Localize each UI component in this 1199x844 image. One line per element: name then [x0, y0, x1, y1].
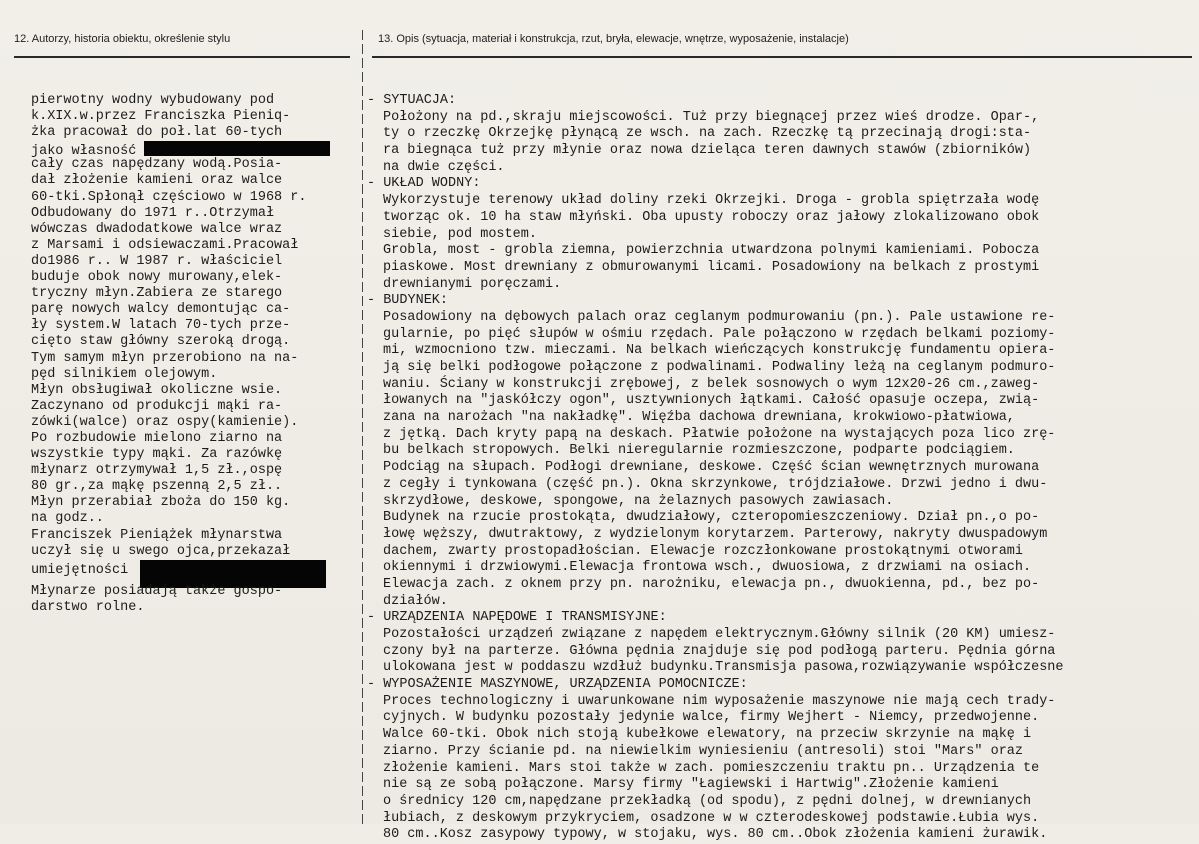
history-line-text: uczył się u swego ojca,przekazał	[31, 543, 291, 559]
section-line: łowę węższy, dwutraktowy, z wydzielonym korytarzem. Parterowy, nakryty dwuspadowym	[383, 526, 1048, 542]
history-line-text: k.XIX.w.przez Franciszka Pieniq-	[31, 109, 291, 125]
history-line	[31, 351, 361, 367]
section-line: cyjnych. W budynku pozostały jedynie walce, firmy Wejhert - Niemcy, przedwojenne.	[383, 710, 1040, 726]
history-line	[31, 93, 361, 109]
section-line: czony był na parterze. Główna pędnia znajduje się pod podłogą parteru. Pędnia górna	[383, 643, 1056, 659]
history-line-text: Zaczynano od produkcji mąki ra-	[31, 398, 283, 414]
section-line: gularnie, po pięć słupów w ośmiu rzędach. Pale połączono w rzędach belkami poziomy-	[383, 326, 1056, 342]
section-line: drewnianymi poręczami.	[383, 276, 562, 292]
redaction-bar	[144, 141, 330, 156]
section-line: działów.	[383, 593, 448, 609]
history-line	[31, 190, 361, 206]
history-line	[31, 206, 361, 222]
section-line: okiennymi i drzwiowymi.Elewacja frontowa wsch., dwuosiowa, z drzwiami na osiach.	[383, 560, 1032, 576]
column-divider	[362, 30, 363, 824]
section-title: - URZĄDZENIA NAPĘDOWE I TRANSMISYJNE:	[367, 610, 667, 626]
header-rule-right	[372, 56, 1192, 58]
section-line: Posadowiony na dębowych palach oraz ceglanym podmurowaniu (pn.). Pale ustawione re-	[383, 309, 1056, 325]
section-line: nie są ze sobą połączone. Marsy firmy "Łagiewski i Hartwig".Złożenie kamieni	[383, 777, 999, 793]
section-line: piaskowe. Most drewniany z obmurowanymi licami. Posadowiony na belkach z prostymi	[383, 259, 1040, 275]
history-line	[31, 286, 361, 302]
history-line-text: na godz..	[31, 511, 104, 527]
history-line-text: umiejętności	[31, 562, 129, 578]
section-line: łubiach, z deskowym przykryciem, osadzone w w czterodeskowej podstawie.Łubia wys.	[383, 810, 1040, 826]
history-line-text: Tym samym młyn przerobiono na na-	[31, 350, 299, 366]
section-line: waniu. Ściany w konstrukcji zrębowej, z belek sosnowych o wym 12x20-26 cm.,zaweg-	[383, 376, 1040, 392]
history-line-text: pęd silnikiem olejowym.	[31, 366, 218, 382]
history-line	[31, 415, 361, 431]
history-line-text: cięto staw główny szeroką drogą.	[31, 334, 291, 350]
history-line-text: młynarz otrzymywał 1,5 zł.,ospę	[31, 463, 283, 479]
history-line	[31, 334, 361, 350]
section-title: - BUDYNEK:	[367, 293, 449, 309]
history-line-text: z Marsami i odsiewaczami.Pracował	[31, 237, 299, 253]
section-line: bu belkach stropowych. Belki nieregularnie rozmieszczone, podparte podciągiem.	[383, 443, 1015, 459]
history-line	[31, 367, 361, 383]
section-line: zana na narożach "na nakładkę". Więźba dachowa drewniana, krokwiowo-płatwiowa,	[383, 410, 1015, 426]
section-line: ulokowana jest w poddaszu wzdłuż budynku.Transmisja pasowa,rozwiązywanie współczesne	[383, 660, 1064, 676]
history-line-text: 80 gr.,za mąkę pszenną 2,5 zł..	[31, 479, 283, 495]
history-line	[31, 600, 361, 616]
history-line-text: wówczas dwadodatkowe walce wraz	[31, 221, 283, 237]
history-line-text: ły system.W latach 70-tych prze-	[31, 318, 291, 334]
history-line-text: wszystkie typy mąki. Za razówkę	[31, 447, 283, 463]
section-line: ją się belki podłogowe połączone z podwalinami. Podwaliny leżą na ceglanym podmuro-	[383, 360, 1056, 375]
history-line	[31, 479, 361, 495]
header-left-authors-history: 12. Autorzy, historia obiektu, określenie stylu	[14, 33, 231, 45]
section-line: z cegły i tynkowana (część pn.). Okna skrzynkowe, trójdziałowe. Drzwi jedno i dwu-	[383, 476, 1048, 492]
section-line: Położony na pd.,skraju miejscowości. Tuż przy biegnącej przez wieś drodze. Opar-,	[383, 109, 1040, 125]
history-line-text: zówki(walce) oraz ospy(kamienie).	[31, 414, 299, 430]
section-line: złożenie kamieni. Mars stoi także w zach. pomieszczeniu traktu pn.. Urządzenia te	[383, 760, 1040, 776]
section-line: Elewacja zach. z oknem przy pn. narożniku, elewacja pn., dwuokienna, pd., bez po-	[383, 576, 1040, 592]
history-line	[31, 270, 361, 286]
history-line	[31, 302, 361, 318]
section-line: z jętką. Dach kryty papą na deskach. Płatwie położone na wystających poza lico zrę-	[383, 426, 1056, 442]
history-line-text: Odbudowany do 1971 r..Otrzymał	[31, 205, 275, 221]
section-line: dachem, zwarty prostopadłościan. Elewacje rozczłonkowane prostokątnymi otworami	[383, 543, 1024, 559]
description-text-column	[367, 93, 1199, 844]
section-line: Walce 60-tki. Obok nich stoją kubełkowe elewatory, na przeciw skrzynie na mąkę i	[383, 727, 1032, 743]
history-line	[31, 238, 361, 254]
history-line	[31, 495, 361, 511]
history-line-text: parę nowych walcy demontując ca-	[31, 302, 291, 318]
history-line	[31, 254, 361, 270]
history-line	[31, 383, 361, 399]
history-line	[31, 399, 361, 415]
history-line-text: Młynarze posiadają także gospo-	[31, 583, 283, 599]
history-line-text: Młyn obsługiwał okoliczne wsie.	[31, 382, 283, 398]
section-line: Pozostałości urządzeń związane z napędem elektrycznym.Główny silnik (20 KM) umiesz-	[383, 627, 1056, 642]
section-line: 80 cm..Kosz zasypowy typowy, w stojaku, wys. 80 cm..Obok złożenia kamieni żurawik.	[383, 827, 1048, 843]
header-rule-left	[14, 56, 350, 58]
section-title: - UKŁAD WODNY:	[367, 176, 481, 192]
section-line: Grobla, most - grobla ziemna, powierzchnia utwardzona polnymi kamieniami. Pobocza	[383, 243, 1040, 259]
history-line	[31, 109, 361, 125]
history-line	[31, 157, 361, 173]
history-line	[31, 560, 361, 576]
section-title: - SYTUACJA:	[367, 93, 457, 108]
history-line-text: Młyn przerabiał zboża do 150 kg.	[31, 495, 291, 511]
history-line	[31, 528, 361, 544]
history-line-text: darstwo rolne.	[31, 599, 145, 615]
section-line: Wykorzystuje terenowy układ doliny rzeki Okrzejki. Droga - grobla spiętrzała wodę	[383, 193, 1040, 209]
history-text-column	[31, 93, 361, 616]
section-line: ty o rzeczkę Okrzejkę płynącą ze wsch. na zach. Rzeczkę tą przecinają drogi:sta-	[383, 126, 1032, 142]
section-line: na dwie części.	[383, 159, 505, 175]
history-line	[31, 141, 361, 160]
history-line	[31, 318, 361, 334]
history-line-text: pierwotny wodny wybudowany pod	[31, 93, 275, 108]
history-line-text: jako własność	[31, 144, 137, 160]
section-line: Podciąg na słupach. Podłogi drewniane, deskowe. Część ścian wewnętrznych murowana	[383, 460, 1040, 476]
header-right-description: 13. Opis (sytuacja, materiał i konstrukcja, rzut, bryła, elewacje, wnętrze, wyposażenie, instalacje)	[378, 33, 849, 45]
history-line-text: tryczny młyn.Zabiera ze starego	[31, 286, 283, 302]
history-line	[31, 544, 361, 560]
section-line: skrzydłowe, deskowe, spongowe, na żelaznych pasowych zawiasach.	[383, 493, 894, 509]
history-line-text: do1986 r.. W 1987 r. właściciel	[31, 253, 283, 269]
history-line-text: 60-tki.Spłonął częściowo w 1968 r.	[31, 189, 307, 205]
section-line: mi, wzmocniono tzw. mieczami. Na belkach wieńczących konstrukcję fundamentu opiera-	[383, 343, 1056, 359]
section-line: Proces technologiczny i uwarunkowane nim wyposażenie maszynowe nie mają cech trady-	[383, 693, 1056, 709]
history-line	[31, 125, 361, 141]
history-line	[31, 511, 361, 527]
history-line	[31, 173, 361, 189]
history-line-text: żka pracował do poł.lat 60-tych	[31, 125, 283, 141]
history-line-text: cały czas napędzany wodą.Posia-	[31, 157, 283, 173]
section-line: siebie, pod mostem.	[383, 226, 537, 242]
history-line	[31, 463, 361, 479]
history-line	[31, 431, 361, 447]
section-line: tworząc ok. 10 ha staw młyński. Oba upusty roboczy oraz jałowy zlokalizowano obok	[383, 209, 1040, 225]
history-line-text: dał złożenie kamieni oraz walce	[31, 173, 283, 189]
history-line	[31, 222, 361, 238]
history-line-text: Franciszek Pieniążek młynarstwa	[31, 527, 283, 543]
section-title: - WYPOSAŻENIE MASZYNOWE, URZĄDZENIA POMOCNICZE:	[367, 677, 748, 693]
history-line-text: Po rozbudowie mielono ziarno na	[31, 430, 283, 446]
history-line-text: buduje obok nowy murowany,elek-	[31, 270, 283, 286]
history-line	[31, 447, 361, 463]
section-line: o średnicy 120 cm,napędzane przekładką (od spodu), z pędni dolnej, w drewnianych	[383, 793, 1032, 809]
section-line: łowanych na "jaskółczy ogon", usztywnionych łątkami. Całość opasuje oczepa, zwią-	[383, 393, 1040, 409]
section-line: ra biegnąca tuż przy młynie oraz nowa dzieląca teren dawnych stawów (zbiorników)	[383, 143, 1032, 159]
section-line: Budynek na rzucie prostokąta, dwudziałowy, czteropomieszczeniowy. Dział pn.,o po-	[383, 510, 1040, 526]
section-line: ziarno. Przy ścianie pd. na niewielkim wyniesieniu (antresoli) stoi "Mars" oraz	[383, 743, 1024, 759]
